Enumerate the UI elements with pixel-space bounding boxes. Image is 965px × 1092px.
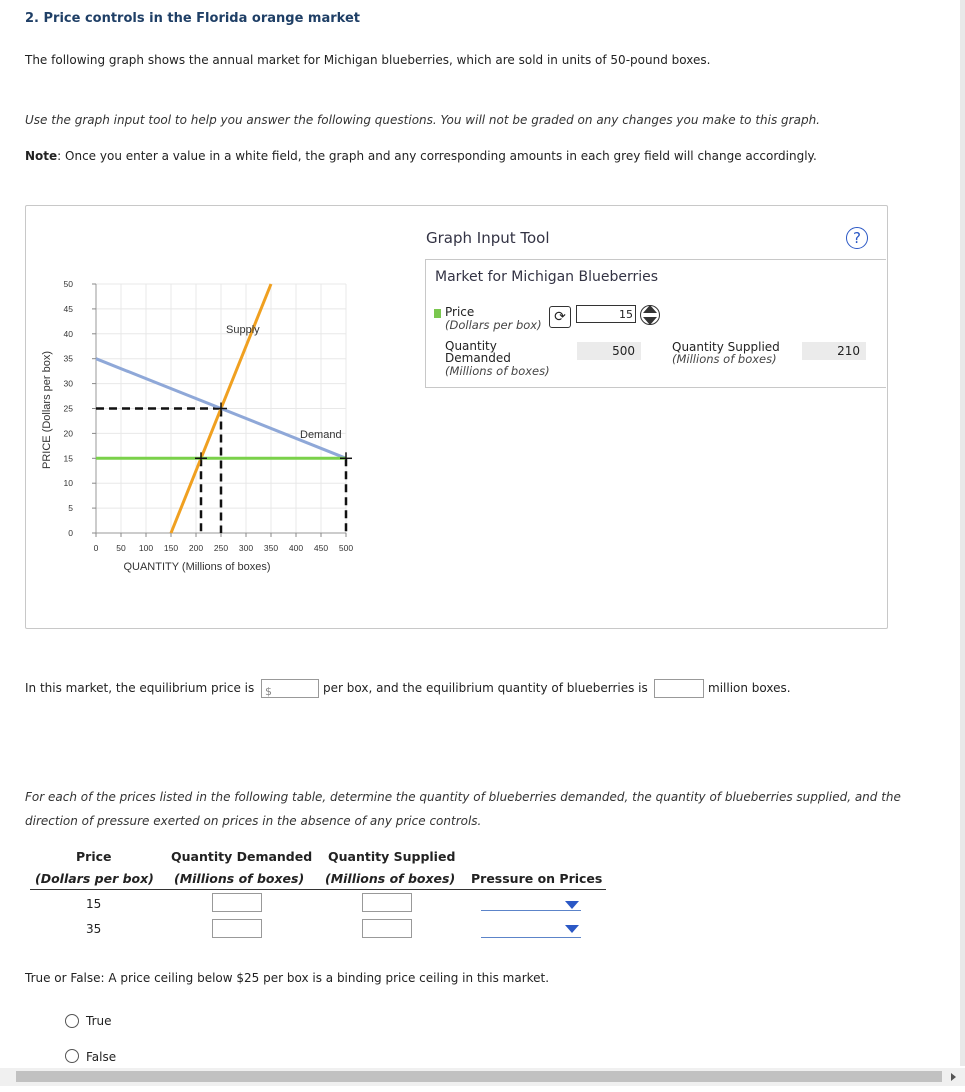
- y-tick-label: 25: [63, 403, 73, 414]
- qd-unit: (Millions of boxes): [445, 364, 550, 378]
- y-tick-label: 50: [63, 279, 73, 289]
- vertical-scrollbar[interactable]: [960, 0, 965, 1066]
- table-intro-line1: For each of the prices listed in the following table, determine the quantity of blueberries demanded, the quantity of blueberries supplied, and the: [25, 790, 901, 804]
- row1-qs-input[interactable]: [362, 893, 412, 912]
- x-tick-label: 300: [238, 543, 254, 553]
- x-tick-label: 100: [138, 543, 154, 553]
- x-tick-label: 150: [163, 543, 179, 553]
- y-tick-label: 30: [63, 378, 73, 389]
- equilibrium-text-2: per box, and the equilibrium quantity of blueberries is: [323, 681, 648, 695]
- qs-value: 210: [802, 342, 866, 360]
- y-axis-label: PRICE (Dollars per box): [41, 351, 53, 469]
- x-tick-label: 0: [93, 543, 99, 553]
- x-tick-label: 200: [188, 543, 204, 553]
- qd-label-line2: Demanded: [445, 351, 511, 365]
- y-tick-label: 20: [63, 428, 73, 439]
- x-axis-label: QUANTITY (Millions of boxes): [123, 561, 271, 573]
- equilibrium-price-input[interactable]: [261, 679, 319, 698]
- radio-false[interactable]: [65, 1049, 79, 1063]
- th-pressure: Pressure on Prices: [471, 871, 603, 886]
- y-tick-label: 10: [63, 478, 73, 489]
- qd-value: 500: [577, 342, 641, 360]
- intro-text: The following graph shows the annual market for Michigan blueberries, which are sold in units of 50-pound boxes.: [25, 53, 711, 67]
- th-price: Price: [76, 849, 112, 864]
- price-input[interactable]: 15: [576, 305, 636, 323]
- th-qs: Quantity Supplied: [328, 849, 456, 864]
- equilibrium-quantity-input[interactable]: [654, 679, 704, 698]
- refresh-icon[interactable]: ⟳: [549, 306, 571, 328]
- supply-demand-chart[interactable]: [30, 270, 380, 590]
- equilibrium-text-1: In this market, the equilibrium price is: [25, 681, 255, 695]
- price-swatch: [434, 309, 441, 318]
- th-price-unit: (Dollars per box): [35, 871, 154, 886]
- table-intro-line2: direction of pressure exerted on prices in the absence of any price controls.: [25, 814, 482, 828]
- tool-instructions: Use the graph input tool to help you answer the following questions. You will not be graded on any changes you make to this graph.: [25, 113, 820, 127]
- qs-label: Quantity Supplied: [672, 340, 780, 354]
- th-qd: Quantity Demanded: [171, 849, 313, 864]
- note-label: Note: [25, 149, 58, 163]
- y-tick-label: 15: [63, 453, 73, 464]
- qs-unit: (Millions of boxes): [672, 352, 777, 366]
- note-body: : Once you enter a value in a white field, the graph and any corresponding amounts in each grey field will change accordingly.: [57, 149, 817, 163]
- chevron-down-icon[interactable]: [565, 901, 579, 909]
- x-tick-label: 350: [263, 543, 279, 553]
- table-header-divider: [30, 889, 606, 890]
- radio-false-label[interactable]: False: [86, 1050, 117, 1064]
- market-title: Market for Michigan Blueberries: [435, 269, 659, 285]
- equilibrium-text-3: million boxes.: [708, 681, 791, 695]
- x-tick-label: 400: [288, 543, 304, 553]
- help-icon[interactable]: ?: [846, 227, 868, 249]
- y-tick-label: 5: [68, 503, 73, 514]
- question-title: 2. Price controls in the Florida orange market: [25, 11, 360, 26]
- row2-qd-input[interactable]: [212, 919, 262, 938]
- x-tick-label: 250: [213, 543, 229, 553]
- chart-ticks: [64, 279, 354, 553]
- x-tick-label: 500: [338, 543, 354, 553]
- radio-true-label[interactable]: True: [86, 1014, 112, 1028]
- supply-label: Supply: [226, 324, 260, 336]
- y-tick-label: 45: [63, 303, 73, 314]
- x-tick-label: 450: [313, 543, 329, 553]
- y-tick-label: 35: [63, 353, 73, 364]
- y-tick-label: 40: [63, 328, 73, 339]
- price-label: Price: [445, 305, 475, 319]
- qd-label-line1: Quantity: [445, 339, 497, 353]
- dollar-sign: $: [265, 685, 272, 698]
- row1-price: 15: [86, 897, 102, 911]
- radio-true[interactable]: [65, 1014, 79, 1028]
- note-text: [25, 149, 817, 163]
- x-tick-label: 50: [116, 543, 126, 553]
- scroll-right-icon[interactable]: [951, 1073, 956, 1081]
- row2-qs-input[interactable]: [362, 919, 412, 938]
- th-qs-unit: (Millions of boxes): [325, 871, 456, 886]
- demand-label: Demand: [300, 429, 342, 441]
- y-tick-label: 0: [68, 528, 73, 538]
- price-unit: (Dollars per box): [445, 318, 542, 332]
- horizontal-scroll-thumb[interactable]: [16, 1071, 942, 1082]
- row2-price: 35: [86, 922, 102, 936]
- row1-qd-input[interactable]: [212, 893, 262, 912]
- graph-input-tool-title: Graph Input Tool: [426, 229, 550, 247]
- th-qd-unit: (Millions of boxes): [174, 871, 305, 886]
- price-spinner[interactable]: [640, 302, 660, 328]
- chevron-down-icon[interactable]: [565, 925, 579, 933]
- tf-question: True or False: A price ceiling below $25 per box is a binding price ceiling in this market.: [25, 971, 550, 985]
